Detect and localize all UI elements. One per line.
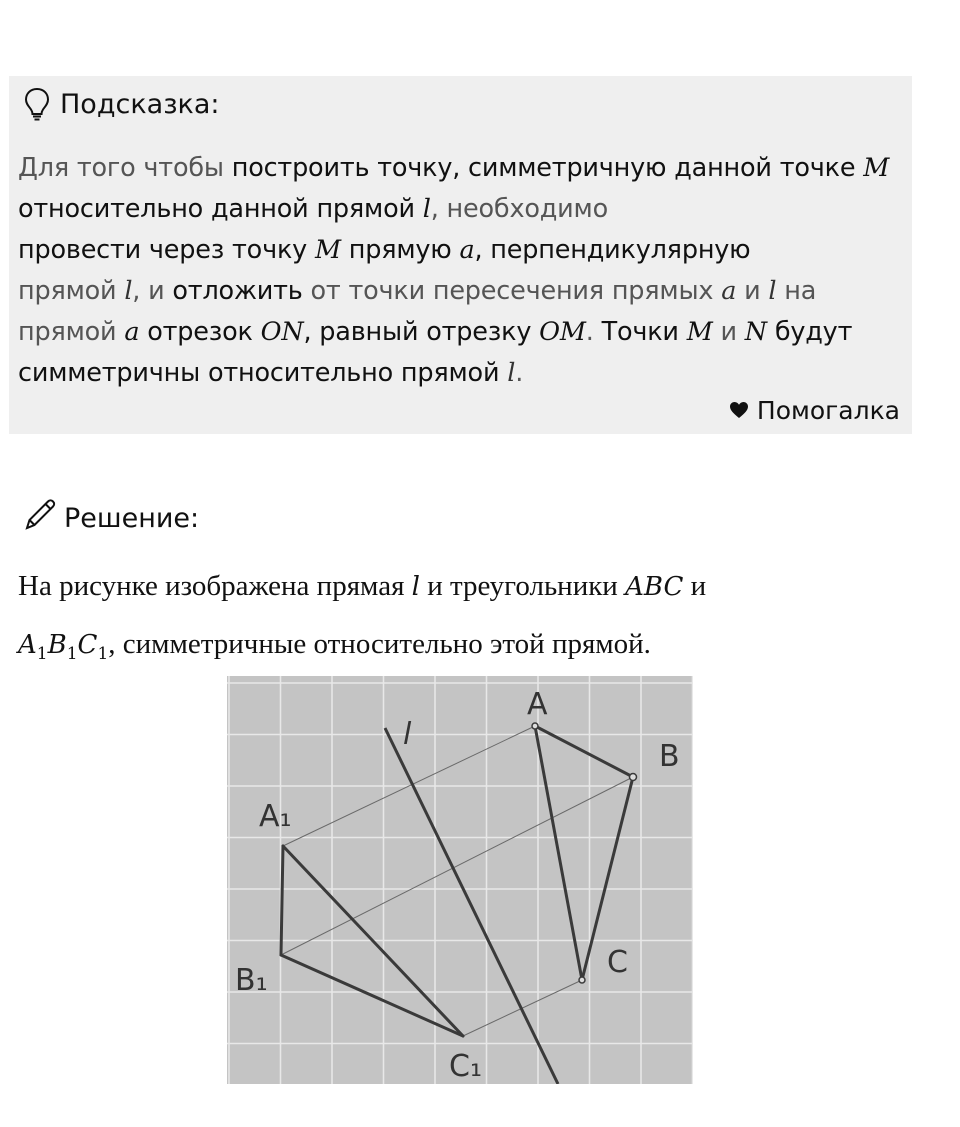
hint-text-part: Для того чтобы — [18, 153, 232, 183]
hint-variable: l — [768, 276, 777, 306]
label-a1: A₁ — [259, 799, 292, 834]
hint-variable: a — [124, 317, 140, 347]
solution-header — [22, 498, 199, 538]
vertex-letter: B — [47, 630, 67, 660]
hint-header — [24, 86, 220, 122]
hint-variable: a — [459, 235, 475, 265]
hint-bold-part: будут симметричны относительно прямой — [18, 317, 853, 388]
hint-bold-part: отрезок — [139, 317, 261, 347]
hint-variable: ON — [260, 317, 304, 347]
label-b1: B₁ — [235, 963, 268, 998]
label-c1: C₁ — [449, 1049, 482, 1084]
hint-text-part: , необходимо — [430, 194, 608, 224]
hint-text-part: . — [515, 358, 524, 388]
solution-text-part: и треугольники — [419, 570, 626, 602]
hint-text-part: на прямой — [18, 276, 817, 347]
credit — [729, 396, 900, 425]
heart-icon — [729, 396, 749, 425]
hint-text-part: и — [712, 317, 745, 347]
hint-bold-part: отложить — [172, 276, 303, 306]
label-a: A — [527, 687, 548, 722]
label-l: l — [403, 717, 412, 752]
vertex-letter: C — [77, 630, 98, 660]
solution-text-part: , симметричные относительно этой прямой. — [108, 628, 651, 660]
label-b: B — [659, 739, 680, 774]
hint-bold-part: провести через точку — [18, 235, 315, 265]
hint-text-part: и — [736, 276, 769, 306]
side-a1b1 — [281, 846, 283, 955]
point-a — [532, 723, 538, 729]
solution-text — [18, 558, 918, 683]
symmetry-figure — [227, 676, 693, 1084]
triangle-a1b1c1 — [18, 630, 109, 665]
hint-variable: M — [314, 235, 341, 265]
solution-text-part: На рисунке изображена прямая — [18, 570, 412, 602]
point-c — [579, 977, 585, 983]
hint-title: Подсказка: — [60, 88, 220, 120]
hint-text — [18, 148, 898, 394]
solution-text-part: и — [683, 570, 707, 602]
hint-text-part: от точки пересечения прямых — [302, 276, 722, 306]
hint-variable: l — [124, 276, 133, 306]
hint-bold-part: относительно данной прямой — [18, 194, 423, 224]
point-b — [630, 774, 637, 781]
hint-bold-part: Точки — [601, 317, 687, 347]
hint-text-part: прямой — [18, 276, 125, 306]
hint-text-part: , и — [132, 276, 173, 306]
solution-title: Решение: — [64, 502, 200, 534]
hint-bold-part: , равный отрезку — [303, 317, 540, 347]
hint-variable: OM — [539, 317, 586, 347]
hint-variable: N — [744, 317, 767, 347]
solution-variable: l — [411, 572, 420, 602]
hint-variable: a — [721, 276, 737, 306]
pencil-icon — [22, 497, 58, 540]
hint-variable: l — [507, 358, 516, 388]
subscript: 1 — [97, 644, 109, 665]
hint-bold-part: прямую — [340, 235, 460, 265]
hint-variable: M — [686, 317, 713, 347]
subscript: 1 — [66, 644, 78, 665]
hint-bold-part: , перпендикулярную — [474, 235, 751, 265]
hint-text-part: . — [585, 317, 602, 347]
subscript: 1 — [36, 644, 48, 665]
label-c: C — [607, 945, 628, 980]
lightbulb-icon — [24, 87, 50, 121]
hint-variable: l — [422, 194, 431, 224]
vertex-letter: A — [18, 630, 37, 660]
solution-variable: ABC — [625, 572, 684, 602]
credit-label: Помогалка — [756, 396, 900, 425]
hint-variable: M — [863, 153, 890, 183]
hint-bold-part: построить точку, симметричную данной точке — [231, 153, 864, 183]
